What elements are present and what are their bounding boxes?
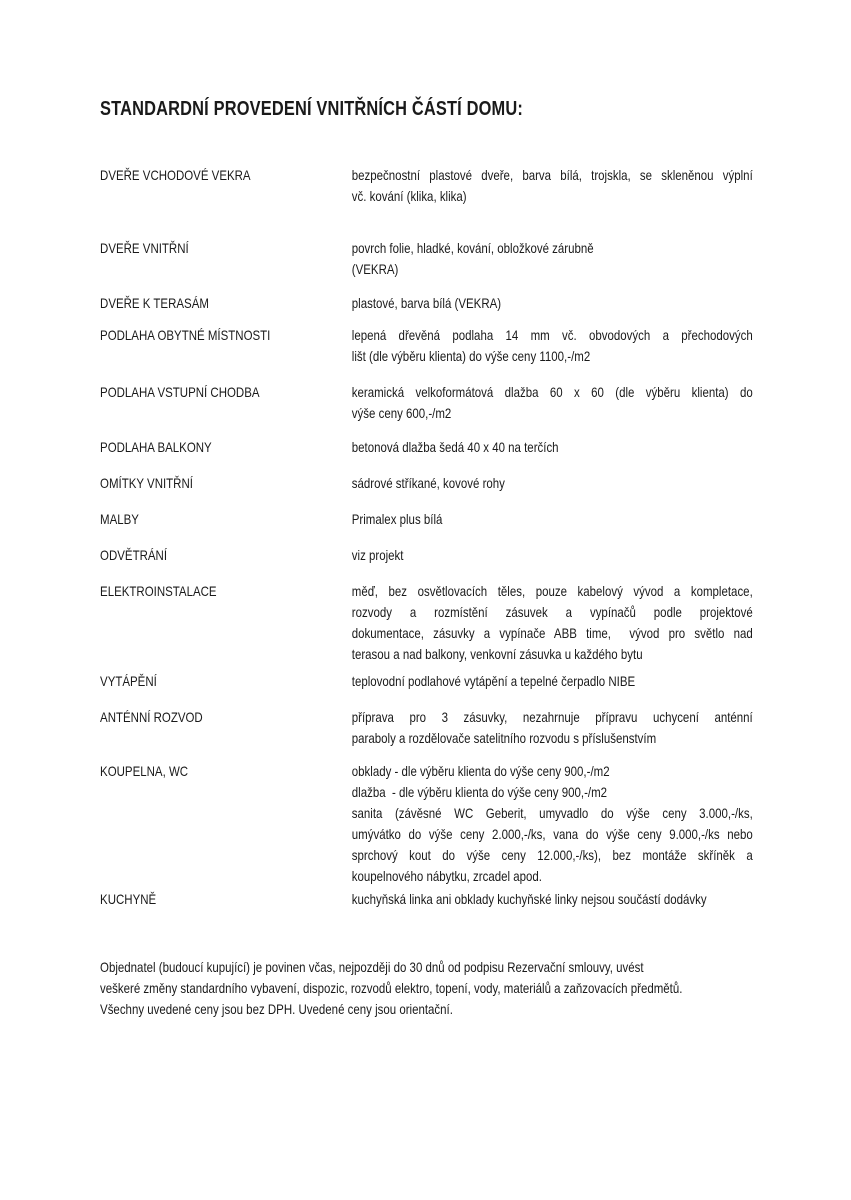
- footer-line: Objednatel (budoucí kupující) je povinen včas, nejpozději do 30 dnů od podpisu Rezervační smlouvy, uvést: [100, 959, 644, 975]
- description-line: plastové, barva bílá (VEKRA): [351, 295, 502, 311]
- spec-row: [100, 707, 753, 749]
- spec-description: [352, 293, 753, 314]
- description-line: koupelnového nábytku, zrcadel apod.: [351, 868, 542, 884]
- spec-label: OMÍTKY VNITŘNÍ: [100, 475, 193, 491]
- description-line: dlažba - dle výběru klienta do výše ceny 900,-/m2: [351, 784, 608, 800]
- description-line: viz projekt: [351, 547, 404, 563]
- description-line: sádrové stříkané, kovové rohy: [351, 475, 505, 491]
- spec-description: [352, 545, 753, 566]
- spec-row: [100, 761, 753, 887]
- description-line: obklady - dle výběru klienta do výše ceny 900,-/m2: [351, 763, 610, 779]
- description-line: betonová dlažba šedá 40 x 40 na terčích: [351, 439, 559, 455]
- spec-label: KOUPELNA, WC: [100, 763, 189, 779]
- spec-label: ANTÉNNÍ ROZVOD: [100, 709, 203, 725]
- spec-label: ODVĚTRÁNÍ: [100, 547, 168, 563]
- page-title: STANDARDNÍ PROVEDENÍ VNITŘNÍCH ČÁSTÍ DOMU:: [100, 98, 524, 120]
- spec-label: PODLAHA BALKONY: [100, 439, 212, 455]
- spec-description: [352, 671, 753, 692]
- footer-line: veškeré změny standardního vybavení, dispozic, rozvodů elektro, topení, vody, materiálů a zaňzovacích předmětů.: [100, 980, 683, 996]
- spec-description: [352, 165, 753, 207]
- description-line: lišt (dle výběru klienta) do výše ceny 1100,-/m2: [351, 348, 591, 364]
- description-line: Primalex plus bílá: [351, 511, 443, 527]
- spec-label: DVEŘE VCHODOVÉ VEKRA: [100, 167, 251, 183]
- description-line: lepená dřevěná podlaha 14 mm vč. obvodových a přechodových: [351, 327, 753, 343]
- description-line: dokumentace, zásuvky a vypínače ABB time, vývod pro světlo nad: [351, 625, 753, 641]
- spec-label: DVEŘE VNITŘNÍ: [100, 240, 189, 256]
- description-line: kuchyňská linka ani obklady kuchyňské linky nejsou součástí dodávky: [351, 891, 707, 907]
- spec-row: [100, 165, 753, 207]
- spec-description: [352, 382, 753, 424]
- spec-label: KUCHYNĚ: [100, 891, 157, 907]
- footer-line: Všechny uvedené ceny jsou bez DPH. Uvedené ceny jsou orientační.: [100, 1001, 453, 1017]
- spec-row: [100, 671, 753, 692]
- description-line: (VEKRA): [351, 261, 399, 277]
- spec-label: ELEKTROINSTALACE: [100, 583, 217, 599]
- description-line: sprchový kout do výše ceny 12.000,-/ks), bez montáže skříněk a: [351, 847, 753, 863]
- spec-row: [100, 382, 753, 424]
- description-line: sanita (závěsné WC Geberit, umyvadlo do výše ceny 3.000,-/ks,: [351, 805, 753, 821]
- description-line: měď, bez osvětlovacích těles, pouze kabelový vývod a kompletace,: [351, 583, 753, 599]
- description-line: povrch folie, hladké, kování, obložkové zárubně: [351, 240, 594, 256]
- description-line: vč. kování (klika, klika): [351, 188, 467, 204]
- spec-row: [100, 545, 753, 566]
- spec-label: VYTÁPĚNÍ: [100, 673, 157, 689]
- spec-row: [100, 293, 753, 314]
- description-line: příprava pro 3 zásuvky, nezahrnuje přípravu uchycení anténní: [351, 709, 753, 725]
- spec-row: [100, 581, 753, 665]
- description-line: teplovodní podlahové vytápění a tepelné čerpadlo NIBE: [351, 673, 636, 689]
- spec-description: [352, 889, 753, 910]
- description-line: bezpečnostní plastové dveře, barva bílá, trojskla, se skleněnou výplní: [351, 167, 753, 183]
- spec-row: [100, 238, 753, 280]
- spec-description: [352, 238, 753, 280]
- spec-description: [352, 437, 753, 458]
- spec-row: [100, 325, 753, 367]
- spec-description: [352, 761, 753, 887]
- description-line: rozvody a rozmístění zásuvek a vypínačů podle projektové: [351, 604, 753, 620]
- spec-label: PODLAHA VSTUPNÍ CHODBA: [100, 384, 260, 400]
- description-line: keramická velkoformátová dlažba 60 x 60 (dle výběru klienta) do: [351, 384, 753, 400]
- spec-label: PODLAHA OBYTNÉ MÍSTNOSTI: [100, 327, 271, 343]
- spec-label: MALBY: [100, 511, 139, 527]
- description-line: umývátko do výše ceny 2.000,-/ks, vana do výše ceny 9.000,-/ks nebo: [351, 826, 753, 842]
- spec-row: [100, 437, 753, 458]
- spec-description: [352, 707, 753, 749]
- spec-row: [100, 473, 753, 494]
- spec-table: [100, 165, 753, 910]
- spec-label: DVEŘE K TERASÁM: [100, 295, 209, 311]
- spec-description: [352, 325, 753, 367]
- footer-note: [100, 957, 753, 1020]
- spec-row: [100, 889, 753, 910]
- description-line: výše ceny 600,-/m2: [351, 405, 452, 421]
- spec-description: [352, 509, 753, 530]
- spec-description: [352, 581, 753, 665]
- description-line: paraboly a rozdělovače satelitního rozvodu s příslušenstvím: [351, 730, 657, 746]
- spec-row: [100, 509, 753, 530]
- description-line: terasou a nad balkony, venkovní zásuvka u každého bytu: [351, 646, 643, 662]
- spec-description: [352, 473, 753, 494]
